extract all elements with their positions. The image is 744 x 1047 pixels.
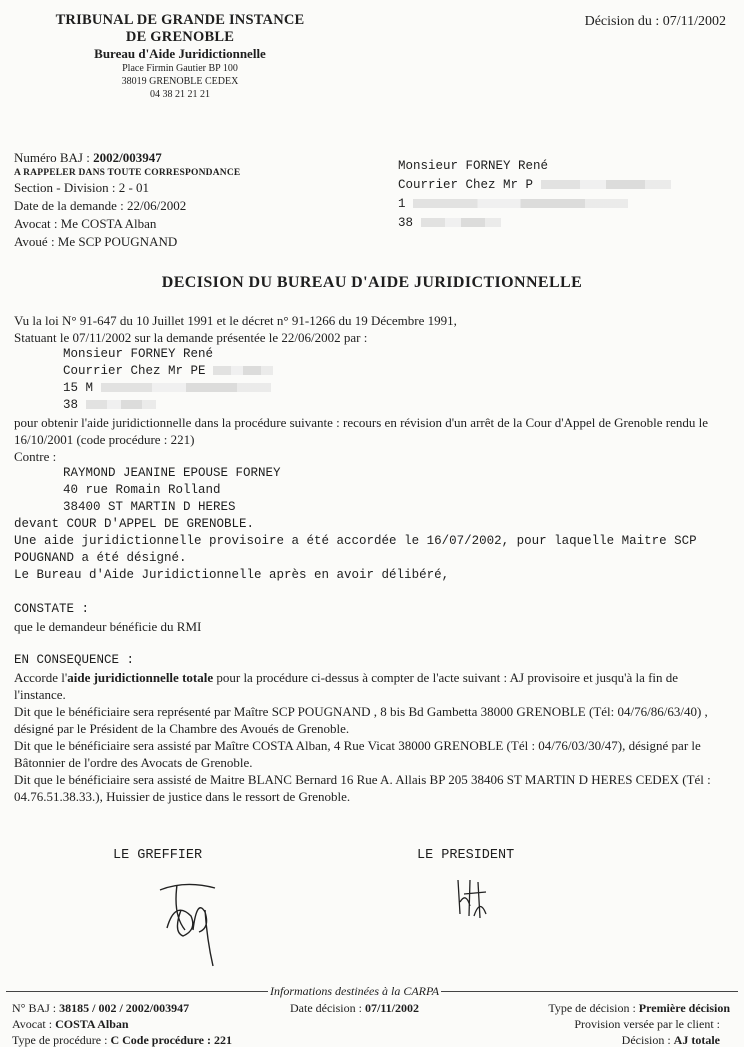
footer-decision-date: Date décision : 07/11/2002 — [290, 1001, 419, 1015]
opponent-block — [14, 465, 732, 516]
bureau-deliberation: Le Bureau d'Aide Juridictionnelle après en avoir délibéré, — [14, 568, 450, 582]
dit-avocat: Dit que le bénéficiaire sera assisté par Maître COSTA Alban, 4 Rue Vicat 38000 GRENOBLE (Tél : 04/76/03/30/47), désigné par le Bâtonnier de l'ordre des Avocats de Grenoble. — [14, 738, 701, 770]
redacted-mark — [541, 180, 671, 189]
footer-avocat: Avocat : COSTA Alban — [12, 1017, 129, 1031]
recipient-address — [398, 157, 671, 233]
opponent-address2: 38400 ST MARTIN D HERES — [63, 500, 236, 514]
redacted-mark — [421, 218, 501, 227]
court-address-line1: Place Firmin Gautier BP 100 — [122, 63, 238, 74]
section-division: Section - Division : 2 - 01 — [14, 180, 150, 195]
greffier-label: LE GREFFIER — [113, 848, 203, 863]
court-phone: 04 38 21 21 21 — [150, 89, 210, 100]
recipient-line2: Courrier Chez Mr P — [398, 176, 671, 195]
court-name: TRIBUNAL DE GRANDE INSTANCE — [55, 12, 305, 28]
president-signature — [452, 872, 492, 922]
footer-decision: Décision : AJ totale — [621, 1033, 720, 1047]
jurisdiction: devant COUR D'APPEL DE GRENOBLE. — [14, 517, 255, 531]
purpose-paragraph: pour obtenir l'aide juridictionnelle dans la procédure suivante : recours en révision d'un arrêt de la Cour d'Appel de Grenoble rendu le 16/10/2001 (code procédure : 221) — [14, 415, 708, 447]
redacted-mark — [86, 400, 156, 409]
constate-text: que le demandeur bénéficie du RMI — [14, 619, 202, 634]
case-metadata — [14, 149, 240, 251]
recipient-name: Monsieur FORNEY René — [398, 159, 549, 173]
avoue: Avoué : Me SCP POUGNAND — [14, 234, 178, 249]
consequence-heading: EN CONSEQUENCE : — [14, 653, 135, 667]
carpa-heading: Informations destinées à la CARPA — [270, 984, 440, 998]
correspondence-reminder: A RAPPELER DANS TOUTE CORRESPONDANCE — [14, 168, 241, 178]
opponent-address1: 40 rue Romain Rolland — [63, 483, 221, 497]
dit-avoue: Dit que le bénéficiaire sera représenté par Maître SCP POUGNAND , 8 bis Bd Gambetta 38000 GRENOBLE (Tél: 04/76/86/63/40) , désigné par le Président de la Chambre des Avoués de Grenoble. — [14, 704, 708, 736]
provisional-aid: Une aide juridictionnelle provisoire a été accordée le 16/07/2002, pour laquelle Maitre SCP POUGNAND a été désigné. — [14, 534, 697, 565]
recipient-line3: 1 — [398, 195, 671, 214]
recipient-line4: 38 — [398, 214, 671, 233]
opponent-name: RAYMOND JEANINE EPOUSE FORNEY — [63, 466, 281, 480]
court-address-line2: 38019 GRENOBLE CEDEX — [121, 76, 239, 87]
redacted-mark — [101, 383, 271, 392]
dit-huissier: Dit que le bénéficiaire sera assisté de Maitre BLANC Bernard 16 Rue A. Allais BP 205 38406 ST MARTIN D HERES CEDEX (Tél : 04.76.51.38.33.), Huissier de justice dans le ressort de Grenoble. — [14, 772, 711, 804]
redacted-mark — [413, 199, 628, 208]
bureau-name: Bureau d'Aide Juridictionnelle — [94, 46, 266, 61]
footer-baj: N° BAJ : 38185 / 002 / 2002/003947 — [12, 1001, 190, 1015]
law-reference: Vu la loi N° 91-647 du 10 Juillet 1991 et le décret n° 91-1266 du 19 Décembre 1991, — [14, 313, 457, 328]
avocat: Avocat : Me COSTA Alban — [14, 216, 157, 231]
baj-number: Numéro BAJ : 2002/003947 — [14, 150, 162, 165]
applicant-block: Monsieur FORNEY René Courrier Chez Mr PE 15 M 38 — [14, 346, 732, 414]
statuant-line: Statuant le 07/11/2002 sur la demande présentée le 22/06/2002 par : — [14, 330, 368, 345]
court-city: DE GRENOBLE — [125, 29, 235, 45]
constate-heading: CONSTATE : — [14, 602, 90, 616]
footer-decision-type: Type de décision : Première décision — [548, 1001, 730, 1015]
decision-date: Décision du : 07/11/2002 — [584, 14, 726, 29]
court-header — [40, 12, 320, 101]
greffier-signature — [155, 870, 235, 970]
footer-provision: Provision versée par le client : — [574, 1017, 720, 1031]
request-date: Date de la demande : 22/06/2002 — [14, 198, 187, 213]
applicant-name: Monsieur FORNEY René — [63, 347, 214, 361]
accorde-paragraph: Accorde l'aide juridictionnelle totale pour la procédure ci-dessus à compter de l'acte suivant : AJ provisoire et jusqu'à la fin de l'instance. — [14, 670, 679, 702]
contre-label: Contre : — [14, 449, 57, 464]
document-title: DECISION DU BUREAU D'AIDE JURIDICTIONNELLE — [161, 274, 583, 291]
president-label: LE PRESIDENT — [417, 848, 515, 863]
redacted-mark — [213, 366, 273, 375]
decision-body — [14, 312, 732, 805]
footer-procedure: Type de procédure : C Code procédure : 221 — [12, 1033, 232, 1047]
